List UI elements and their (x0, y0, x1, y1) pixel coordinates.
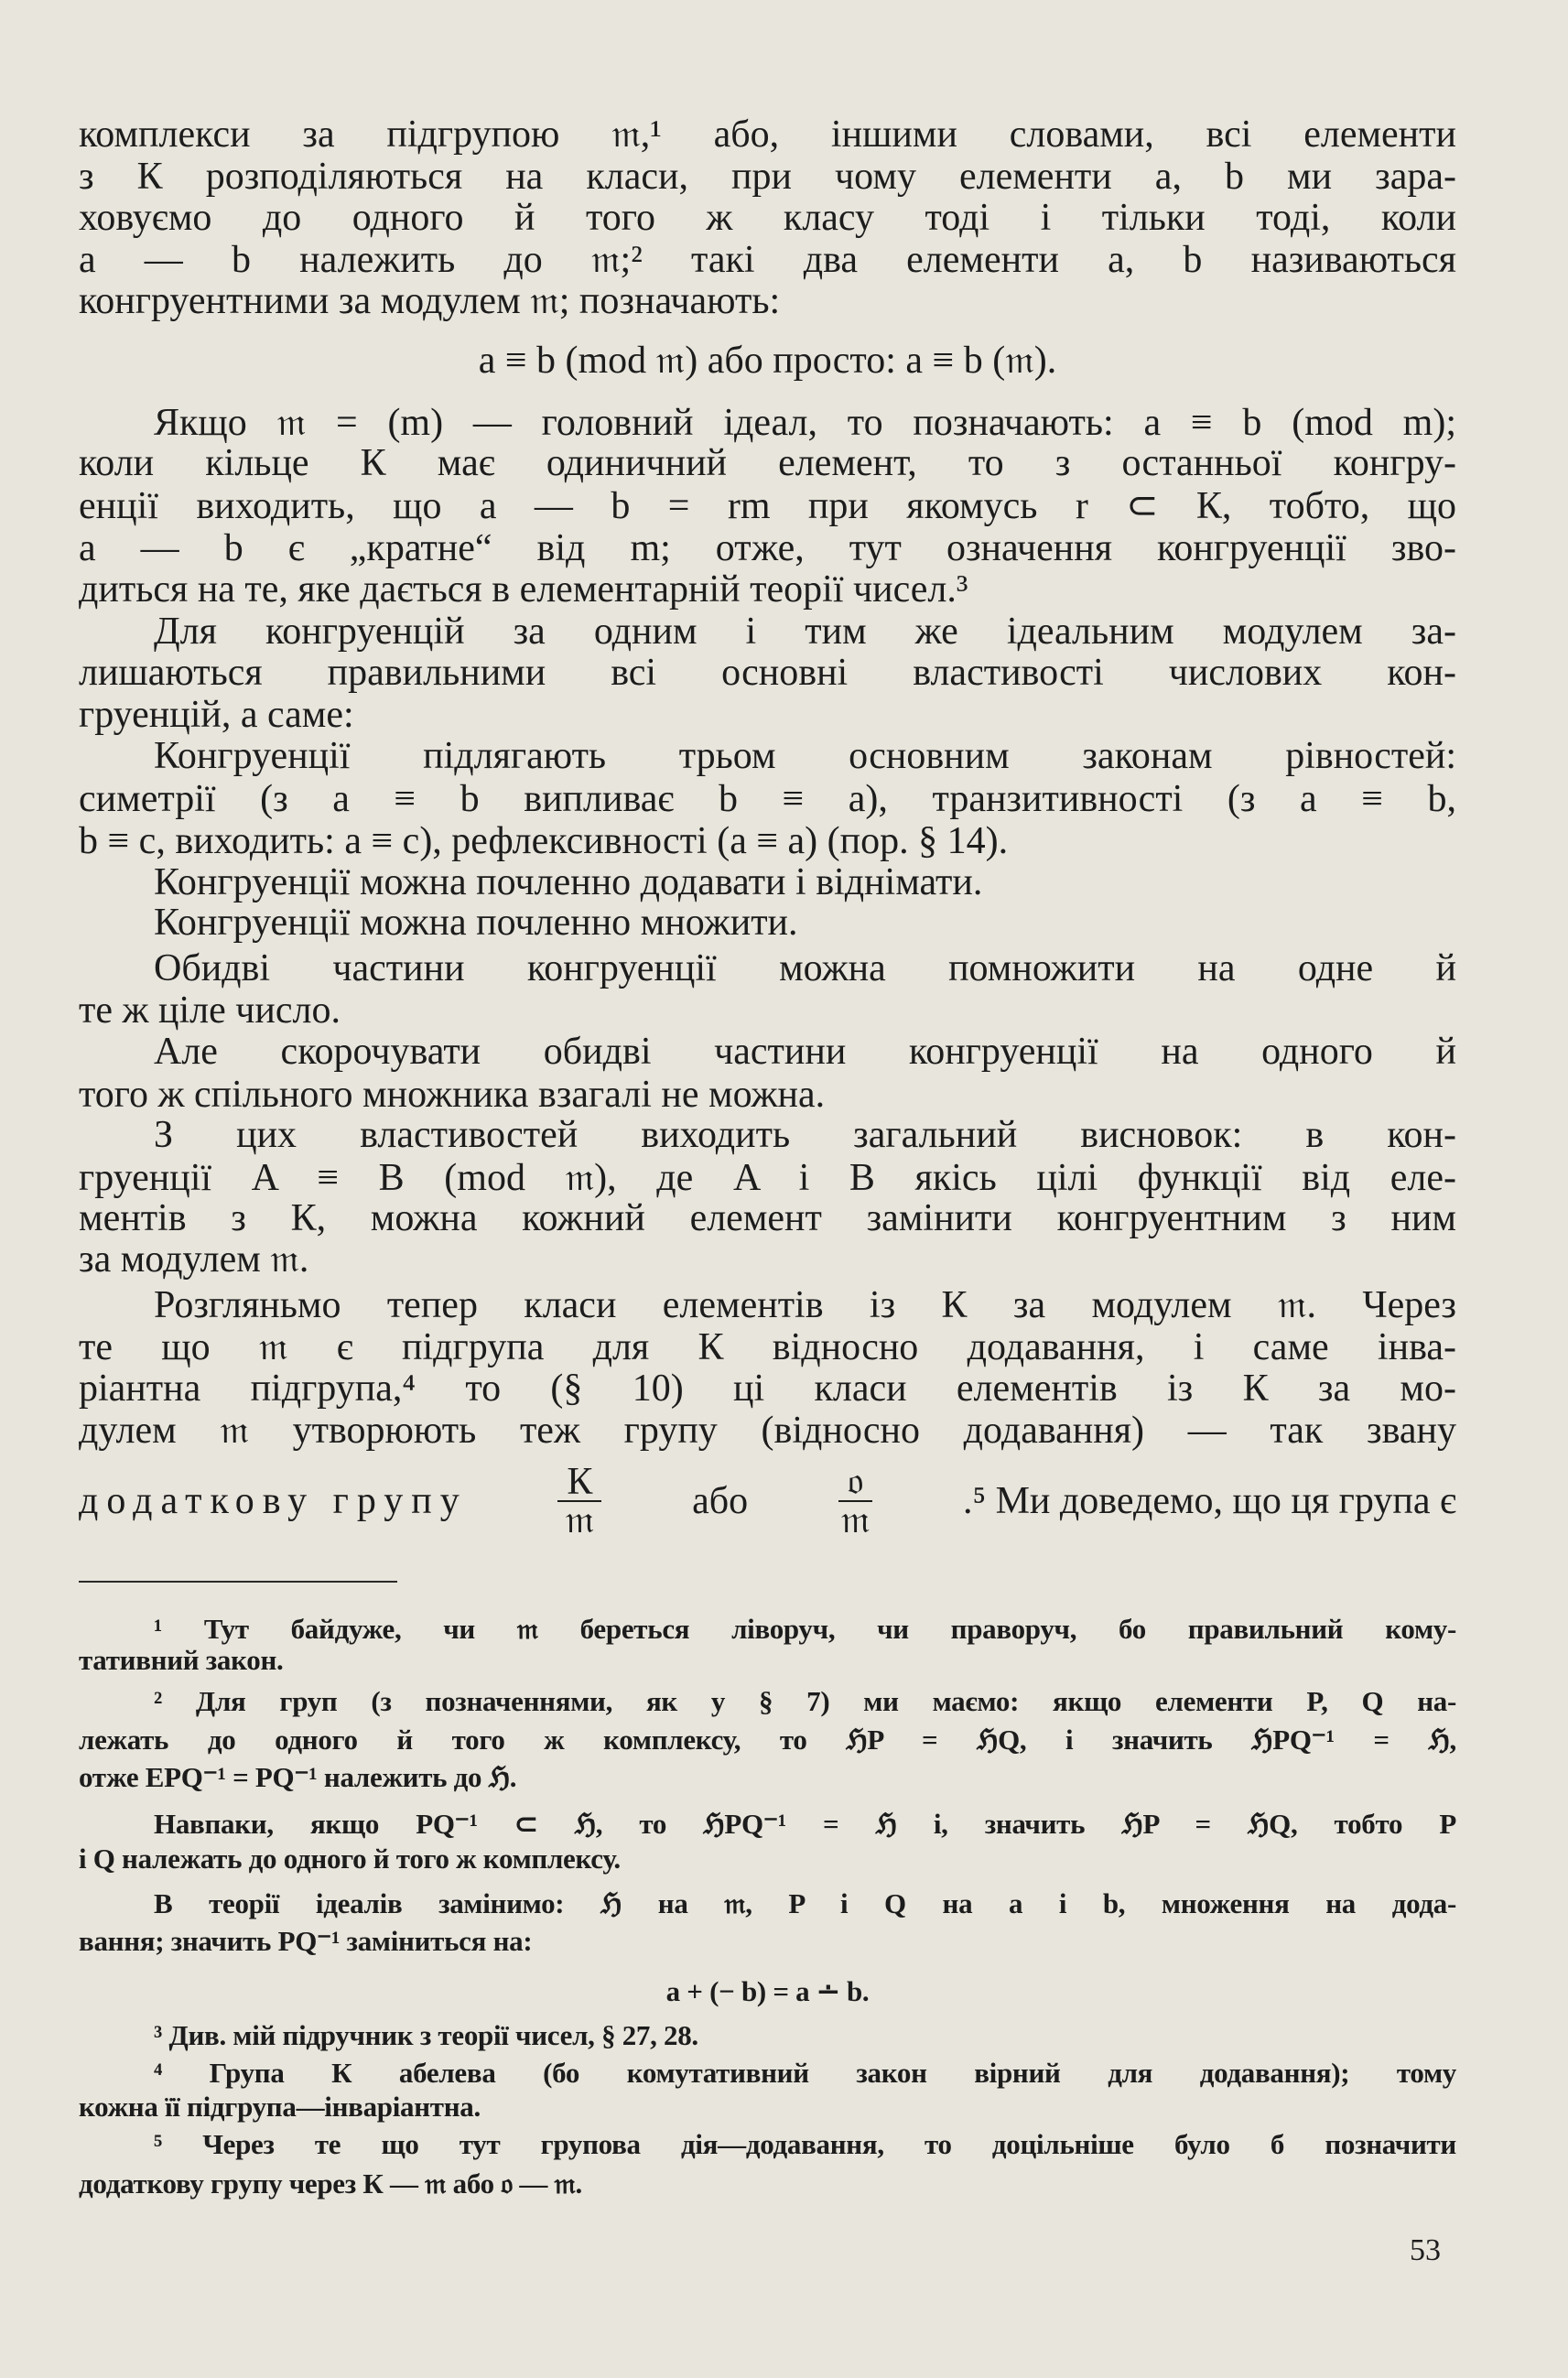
footnote-line: В теорії ідеалів замінимо: ℌ на 𝔪, P і Q на a і b, множення на дода- (154, 1887, 1456, 1919)
text-segment: .⁵ Ми доведемо, що ця група є (962, 1480, 1456, 1522)
text-line: коли кільце К має одиничний елемент, то з останньої конгру- (79, 442, 1456, 484)
footnote-line: a + (− b) = a ∸ b. (665, 1975, 870, 2007)
footnote-line: ² Для груп (з позначеннями, як у § 7) ми маємо: якщо елементи P, Q на- (154, 1685, 1456, 1717)
text-line: Якщо 𝔪 = (m) — головний ідеал, то позначають: a ≡ b (mod m); (154, 402, 1456, 444)
fraction-denominator: 𝔪 (840, 1499, 871, 1541)
text-line: з К розподіляються на класи, при чому елементи a, b ми зара- (79, 156, 1456, 198)
text-line: ріантна підгрупа,⁴ то (§ 10) ці класи елементів із К за мо- (79, 1367, 1456, 1410)
footnote-line: ⁴ Група К абелева (бо комутативний закон вірний для додавання); тому (154, 2057, 1456, 2089)
footnote-line: ¹ Тут байдуже, чи 𝔪 береться ліворуч, чи праворуч, бо правильний кому- (154, 1613, 1456, 1645)
text-line: Конгруенції можна почленно додавати і віднімати. (154, 861, 983, 903)
footnote-line: отже EPQ⁻¹ = PQ⁻¹ належить до ℌ. (79, 1761, 517, 1793)
footnote-line: вання; значить PQ⁻¹ заміниться на: (79, 1925, 533, 1957)
footnote-line: ⁵ Через те що тут групова дія—додавання, то доцільніше було б позначити (154, 2128, 1456, 2160)
text-line-quotient-group (79, 1461, 1456, 1541)
text-line: енції виходить, що a — b = rm при якомусь r ⊂ К, тобто, що (79, 485, 1456, 527)
text-line: ховуємо до одного й того ж класу тоді і тільки тоді, коли (79, 197, 1456, 239)
text-line: комплекси за підгрупою 𝔪,¹ або, іншими словами, всі елементи (79, 113, 1456, 156)
footnote-line: тативний закон. (79, 1644, 284, 1676)
page-number: 53 (1410, 2233, 1441, 2267)
text-line: Але скорочувати обидві частини конгруенції на одного й (154, 1031, 1456, 1073)
footnote-line: і Q належать до одного й того ж комплексу. (79, 1843, 621, 1875)
footnote-line: Навпаки, якщо PQ⁻¹ ⊂ ℌ, то ℌPQ⁻¹ = ℌ і, значить ℌP = ℌQ, тобто P (154, 1808, 1456, 1840)
footnote-line: ³ Див. мій підручник з теорії чисел, § 27, 28. (154, 2019, 698, 2051)
text-line: те що 𝔪 є підгрупа для К відносно додавання, і саме інва- (79, 1326, 1456, 1368)
text-line: a — b є „кратне“ від m; отже, тут означення конгруенції зво- (79, 527, 1456, 569)
fraction-o-over-m (838, 1461, 873, 1541)
text-line: Для конгруенцій за одним і тим же ідеальним модулем за- (154, 611, 1456, 653)
text-line: ментів з К, можна кожний елемент замінити конгруентним з ним (79, 1197, 1456, 1239)
text-line: те ж ціле число. (79, 989, 341, 1032)
text-line: З цих властивостей виходить загальний висновок: в кон- (154, 1114, 1456, 1156)
text-line: Обидві частини конгруенції можна помножити на одне й (154, 947, 1456, 989)
text-line: симетрії (з a ≡ b випливає b ≡ a), транзитивності (з a ≡ b, (79, 778, 1456, 820)
text-segment: додаткову групу (79, 1480, 468, 1522)
fraction-numerator: К (557, 1464, 601, 1502)
text-line: груенції A ≡ B (mod 𝔪), де A і B якісь цілі функції від еле- (79, 1157, 1456, 1199)
text-line: a — b належить до 𝔪;² такі два елементи a, b називаються (79, 239, 1456, 281)
text-line: Конгруенції підлягають трьом основним законам рівностей: (154, 735, 1456, 777)
footnote-divider (79, 1581, 397, 1583)
text-line: дулем 𝔪 утворюють теж групу (відносно додавання) — так звану (79, 1410, 1456, 1452)
text-line: Розгляньмо тепер класи елементів із К за модулем 𝔪. Через (154, 1284, 1456, 1326)
footnote-line: додаткову групу через К — 𝔪 або 𝔬 — 𝔪. (79, 2167, 582, 2200)
text-line: лишаються правильними всі основні властивості числових кон- (79, 652, 1456, 694)
fraction-numerator: 𝔬 (838, 1464, 873, 1502)
text-line: диться на те, яке дається в елементарній теорії чисел.³ (79, 568, 968, 611)
text-line: за модулем 𝔪. (79, 1238, 309, 1281)
fraction-k-over-m (557, 1461, 601, 1541)
text-line: конгруентними за модулем 𝔪; позначають: (79, 280, 781, 322)
footnote-line: кожна її підгрупа—інваріантна. (79, 2091, 481, 2123)
text-line: b ≡ c, виходить: a ≡ c), рефлексивності (a ≡ a) (пор. § 14). (79, 820, 1009, 862)
text-line: груенцій, а саме: (79, 694, 354, 736)
footnote-line: лежать до одного й того ж комплексу, то ℌP = ℌQ, і значить ℌPQ⁻¹ = ℌ, (79, 1724, 1456, 1756)
text-segment: або (692, 1480, 749, 1522)
text-line: a ≡ b (mod 𝔪) або просто: a ≡ b (𝔪). (478, 340, 1057, 382)
text-line: Конгруенції можна почленно множити. (154, 902, 798, 944)
text-line: того ж спільного множника взагалі не можна. (79, 1074, 826, 1116)
fraction-denominator: 𝔪 (565, 1499, 595, 1541)
